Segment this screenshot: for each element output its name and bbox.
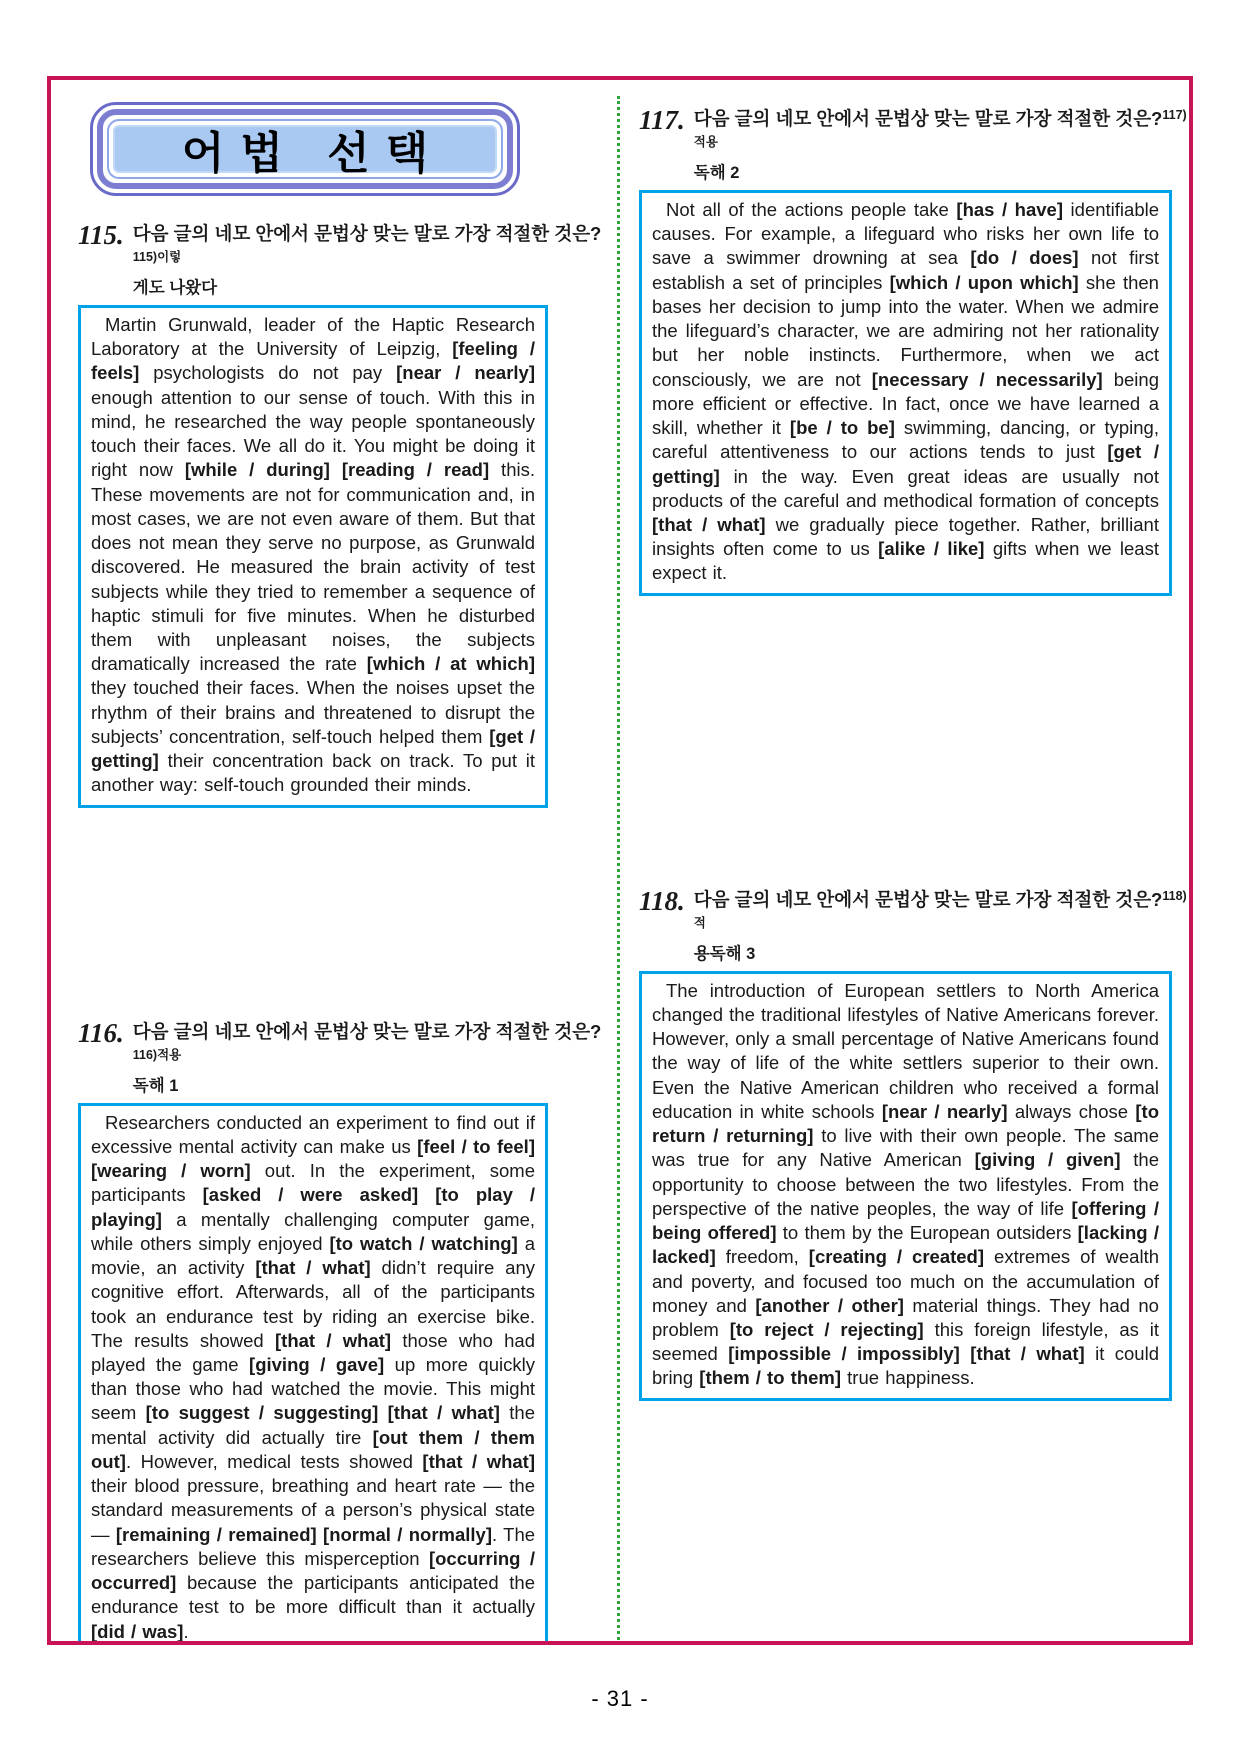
passage-text: Not all of the actions people take [has / have] identifiable causes. For example, a lifeguard who risks her own life to save a swimmer drowning at sea [do / does] not first establish a set of principles [which / upon which] she then bases her decision to jump into the water. When we admire the lifeguard’s character, we are admiring not her rationality but her noble instincts. Furthermore, when we act consciously, we are not [necessary / necessarily] being more efficient or effective. In fact, once we have learned a skill, whether it [be / to be] swimming, dancing, or typing, careful attentiveness to our actions tends to just [get / getting] in the way. Even great ideas are usually not products of the careful and methodical formation of concepts [that / what] we gradually piece together. Rather, brilliant insights often come to us [alike / like] gifts when we least expect it. (652, 198, 1160, 584)
passage-text: The introduction of European settlers to North America changed the traditional lifestyles of Native Americans forever. However, only a small percentage of Native Americans found the way of life of the white settlers superior to their own. Even the Native American children who received a formal education in white schools [near / nearly] always chose [to return / returning] to live with their own people. The same was true for any Native American [giving / given] the opportunity to choose between the two lifestyles. From the perspective of the native peoples, the way of life [offering / being offered] to them by the European outsiders [lacking / lacked] freedom, [creating / created] extremes of wealth and poverty, and focused too much on the accumulation of money and [another / other] material things. They had no problem [to reject / rejecting] this foreign lifestyle, as it seemed [impossible / impossibly] [that / what] it could bring [them / to them] true happiness. (652, 979, 1160, 1389)
grammar-choice: [to watch / watching] (329, 1232, 518, 1254)
question-118 (639, 885, 1189, 1401)
grammar-choice: [that / what] (275, 1329, 392, 1351)
question-note-line2: 게도 나왔다 (132, 278, 218, 297)
question-note-line2: 독해 1 (132, 1076, 179, 1095)
question-prompt: 다음 글의 네모 안에서 문법상 맞는 말로 가장 적절한 것은? (132, 1020, 602, 1042)
grammar-choice: [reading / read] (341, 459, 490, 481)
passage-box (639, 971, 1172, 1401)
passage-box (639, 190, 1172, 596)
question-note-sup: 115)이렇 (132, 249, 182, 264)
grammar-choice: [lacking / lacked] (652, 1222, 1159, 1268)
question-note-sup: 118)적 (693, 888, 1187, 930)
question-115-header (78, 222, 617, 298)
question-number: 118. (639, 885, 685, 916)
grammar-choice: [has / have] (956, 198, 1064, 220)
grammar-choice: [giving / given] (974, 1149, 1121, 1171)
grammar-choice: [giving / gave] (249, 1353, 385, 1375)
grammar-choice: [did / was] (91, 1620, 184, 1642)
page-frame (47, 76, 1193, 1645)
grammar-choice: [out them / them out] (91, 1426, 535, 1472)
grammar-choice: [which / upon which] (889, 271, 1079, 293)
grammar-choice: [which / at which] (366, 653, 535, 675)
page-title: 어법 선택 (181, 129, 445, 178)
question-number: 117. (639, 105, 685, 135)
grammar-choice: [feel / to feel] (417, 1135, 535, 1157)
grammar-choice: [that / what] (255, 1257, 371, 1279)
question-115 (78, 222, 617, 808)
grammar-choice: [feeling / feels] (91, 338, 535, 384)
question-117 (639, 107, 1189, 596)
question-116-header (78, 1017, 617, 1096)
title-banner-inner (107, 119, 503, 179)
grammar-choice: [near / nearly] (396, 362, 535, 384)
grammar-choice: [occurring / occurred] (91, 1547, 535, 1594)
grammar-choice: [do / does] (970, 247, 1079, 269)
question-116 (78, 1017, 617, 1645)
question-note-line2: 독해 2 (693, 163, 740, 182)
right-column (623, 80, 1189, 1645)
question-number: 115. (78, 220, 124, 250)
passage-text: Martin Grunwald, leader of the Haptic Research Laboratory at the University of Leipzig, [feeling / feels] psychologists do not pay [near / nearly] enough attention to our sense of touch. With this in mind, he researched the way people spontaneously touch their faces. We all do it. You might be doing it right now [while / during] [reading / read] this. These movements are not for communication and, in most cases, we are not even aware of them. But that does not mean they serve no purpose, as Grunwald discovered. He measured the brain activity of test subjects while they tried to remember a sequence of haptic stimuli for five minutes. When he disturbed them with unpleasant noises, the subjects dramatically increased the rate [which / at which] they touched their faces. When the noises upset the rhythm of their brains and threatened to disrupt the subjects’ concentration, self-touch helped them [get / getting] their concentration back on track. To put it another way: self-touch grounded their minds. (91, 313, 535, 796)
question-note-sup: 117)적용 (693, 108, 1187, 149)
grammar-choice: [to return / returning] (652, 1100, 1160, 1147)
question-number: 116. (78, 1017, 124, 1048)
question-prompt: 다음 글의 네모 안에서 문법상 맞는 말로 가장 적절한 것은? (693, 888, 1163, 910)
question-prompt: 다음 글의 네모 안에서 문법상 맞는 말로 가장 적절한 것은? (132, 223, 602, 244)
grammar-choice: [alike / like] (878, 538, 985, 560)
grammar-choice: [necessary / necessarily] (871, 368, 1103, 390)
passage-box (78, 1103, 548, 1645)
left-column (51, 80, 617, 1645)
grammar-choice: [to suggest / suggesting] (145, 1402, 379, 1424)
question-prompt: 다음 글의 네모 안에서 문법상 맞는 말로 가장 적절한 것은? (693, 108, 1163, 129)
grammar-choice: [asked / were asked] (202, 1184, 419, 1206)
grammar-choice: [that / what] (422, 1450, 535, 1472)
passage-box (78, 305, 548, 808)
grammar-choice: [get / getting] (91, 725, 535, 772)
page-number: - 31 - (591, 1686, 649, 1711)
grammar-choice: [that / what] (652, 514, 766, 536)
grammar-choice: [creating / created] (808, 1246, 985, 1268)
grammar-choice: [offering / being offered] (652, 1197, 1159, 1244)
question-note-line2: 용독해 3 (693, 944, 756, 963)
grammar-choice: [wearing / worn] (91, 1160, 251, 1182)
question-118-header (639, 885, 1189, 964)
grammar-choice: [to reject / rejecting] (729, 1318, 924, 1340)
grammar-choice: [remaining / remained] (115, 1523, 317, 1545)
grammar-choice: [that / what] (970, 1343, 1085, 1365)
grammar-choice: [another / other] (755, 1294, 904, 1316)
grammar-choice: [impossible / impossibly] (728, 1343, 960, 1365)
grammar-choice: [get / getting] (652, 441, 1159, 487)
title-banner (90, 102, 520, 196)
grammar-choice: [to play / playing] (91, 1184, 536, 1230)
question-note-sup: 116)적용 (132, 1047, 182, 1062)
grammar-choice: [while / during] (184, 459, 330, 481)
title-banner-ring (97, 109, 513, 189)
passage-text: Researchers conducted an experiment to find out if excessive mental activity can make us [feel / to feel] [wearing / worn] out. In the experiment, some participants [asked / were asked] [to play / playing] a mentally challenging computer game, while others simply enjoyed [to watch / watching] a movie, an activity [that / what] didn’t require any cognitive effort. Afterwards, all of the participants took an endurance test by riding an exercise bike. The results showed [that / what] those who had played the game [giving / gave] up more quickly than those who had watched the movie. This might seem [to suggest / suggesting] [that / what] the mental activity did actually tire [out them / them out]. However, medical tests showed [that / what] their blood pressure, breathing and heart rate — the standard measurements of a person’s physical state — [remaining / remained] [normal / normally]. The researchers believe this misperception [occurring / occurred] because the participants anticipated the endurance test to be more difficult than it actually [did / was]. (91, 1111, 536, 1642)
grammar-choice: [be / to be] (789, 417, 895, 439)
question-117-header (639, 107, 1189, 183)
grammar-choice: [near / nearly] (881, 1100, 1008, 1122)
grammar-choice: [them / to them] (699, 1367, 842, 1389)
grammar-choice: [normal / normally] (323, 1523, 492, 1545)
grammar-choice: [that / what] (387, 1402, 500, 1424)
